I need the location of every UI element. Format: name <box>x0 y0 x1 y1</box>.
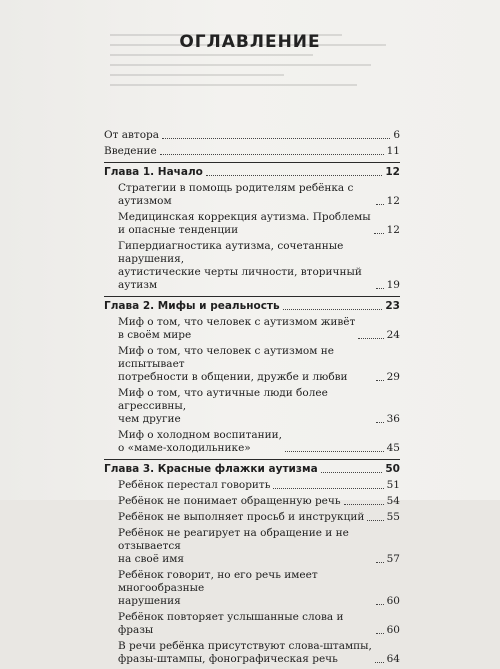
toc-subentry-text <box>118 387 373 426</box>
entry-line: Миф о том, что человек с аутизмом живёт <box>118 316 356 328</box>
toc-subentry <box>104 495 400 508</box>
entry-line: Глава 1. Начало <box>104 166 203 178</box>
toc-subentry <box>104 527 400 566</box>
dot-leader <box>376 204 384 205</box>
dot-leader <box>376 633 384 634</box>
page-title: ОГЛАВЛЕНИЕ <box>179 32 321 52</box>
toc-subentry <box>104 429 400 455</box>
page-number: 55 <box>386 511 400 523</box>
dot-leader <box>321 472 383 473</box>
dot-leader <box>206 175 383 176</box>
entry-line: Ребёнок не реагирует на обращение и не отзывается <box>118 527 349 552</box>
dot-leader <box>358 338 383 339</box>
toc-entry-text <box>104 129 159 142</box>
toc-entry-text <box>104 145 157 158</box>
dot-leader <box>376 562 384 563</box>
page-number: 51 <box>386 479 400 491</box>
toc-subentry-text <box>118 640 372 666</box>
page-number: 29 <box>386 371 400 383</box>
page-number: 23 <box>385 300 400 312</box>
toc-subentry-text <box>118 527 373 566</box>
dot-leader <box>285 451 384 452</box>
entry-line: чем другие <box>118 413 181 425</box>
dot-leader <box>162 138 390 139</box>
toc-subentry-text <box>118 511 364 524</box>
entry-line: От автора <box>104 129 160 141</box>
chapter-heading <box>104 459 400 476</box>
toc-subentry-text <box>118 611 373 637</box>
chapter-heading-text <box>104 166 203 179</box>
toc-subentry <box>104 316 400 342</box>
entry-line: о «маме-холодильнике» <box>118 442 251 454</box>
entry-line: Ребёнок не понимает обращенную речь <box>118 495 341 507</box>
page-number: 50 <box>385 463 400 475</box>
toc-subentry-text <box>118 240 373 292</box>
entry-line: Глава 2. Мифы и реальность <box>104 300 280 312</box>
page-number: 54 <box>386 495 400 507</box>
toc-subentry <box>104 569 400 608</box>
toc-subentry-text <box>118 182 373 208</box>
page-number: 24 <box>386 329 400 341</box>
toc-subentry <box>104 387 400 426</box>
toc-subentry <box>104 182 400 208</box>
dot-leader <box>367 520 383 521</box>
chapter-heading <box>104 296 400 313</box>
page-number: 60 <box>386 624 400 636</box>
page-number: 12 <box>385 166 400 178</box>
page-number: 64 <box>386 653 400 665</box>
page-number: 60 <box>386 595 400 607</box>
toc-subentry <box>104 611 400 637</box>
toc-subentry-text <box>118 569 373 608</box>
entry-line: нарушения <box>118 595 181 607</box>
entry-line: Миф о том, что аутичные люди более агрессивны, <box>118 387 328 412</box>
dot-leader <box>374 233 384 234</box>
entry-line: Ребёнок говорит, но его речь имеет многообразные <box>118 569 318 594</box>
dot-leader <box>283 309 383 310</box>
page-number: 11 <box>386 145 400 157</box>
entry-line: Введение <box>104 145 157 157</box>
entry-line: Миф о том, что человек с аутизмом не испытывает <box>118 345 334 370</box>
toc-subentry-text <box>118 479 270 492</box>
entry-line: Ребёнок повторяет услышанные слова и фразы <box>118 611 344 636</box>
page-number: 6 <box>393 129 400 141</box>
toc-subentry <box>104 511 400 524</box>
page-number: 45 <box>386 442 400 454</box>
entry-line: В речи ребёнка присутствуют слова-штампы, <box>118 640 372 652</box>
toc-subentry <box>104 211 400 237</box>
page-number: 12 <box>386 224 400 236</box>
entry-line: потребности в общении, дружбе и любви <box>118 371 348 383</box>
entry-line: и опасные тенденции <box>118 224 239 236</box>
toc-subentry-text <box>118 495 341 508</box>
entry-line: фразы-штампы, фонографическая речь <box>118 653 338 665</box>
toc-subentry-text <box>118 316 355 342</box>
toc-subentry-text <box>118 429 282 455</box>
entry-line: в своём мире <box>118 329 192 341</box>
toc-subentry-text <box>118 211 371 237</box>
table-of-contents <box>104 129 400 669</box>
entry-line: Миф о холодном воспитании, <box>118 429 283 441</box>
page-number: 12 <box>386 195 400 207</box>
toc-subentry <box>104 640 400 666</box>
entry-line: Медицинская коррекция аутизма. Проблемы <box>118 211 371 223</box>
chapter-heading <box>104 162 400 179</box>
chapter-heading-text <box>104 463 318 476</box>
entry-line: Глава 3. Красные флажки аутизма <box>104 463 318 475</box>
entry-line: аутистические черты личности, вторичный аутизм <box>118 266 362 291</box>
dot-leader <box>376 604 384 605</box>
toc-subentry <box>104 240 400 292</box>
toc-subentry <box>104 479 400 492</box>
toc-entry <box>104 129 400 142</box>
dot-leader <box>344 504 384 505</box>
toc-subentry-text <box>118 345 373 384</box>
dot-leader <box>273 488 383 489</box>
toc-entry <box>104 145 400 158</box>
entry-line: Гипердиагностика аутизма, сочетанные нарушения, <box>118 240 344 265</box>
page-number: 19 <box>386 279 400 291</box>
page-number: 57 <box>386 553 400 565</box>
entry-line: Ребёнок не выполняет просьб и инструкций <box>118 511 365 523</box>
dot-leader <box>160 154 384 155</box>
page-number: 36 <box>386 413 400 425</box>
entry-line: Стратегии в помощь родителям ребёнка с аутизмом <box>118 182 354 207</box>
entry-line: Ребёнок перестал говорить <box>118 479 271 491</box>
dot-leader <box>376 380 384 381</box>
dot-leader <box>376 422 384 423</box>
entry-line: на своё имя <box>118 553 185 565</box>
dot-leader <box>376 288 384 289</box>
chapter-heading-text <box>104 300 280 313</box>
toc-subentry <box>104 345 400 384</box>
dot-leader <box>375 662 384 663</box>
